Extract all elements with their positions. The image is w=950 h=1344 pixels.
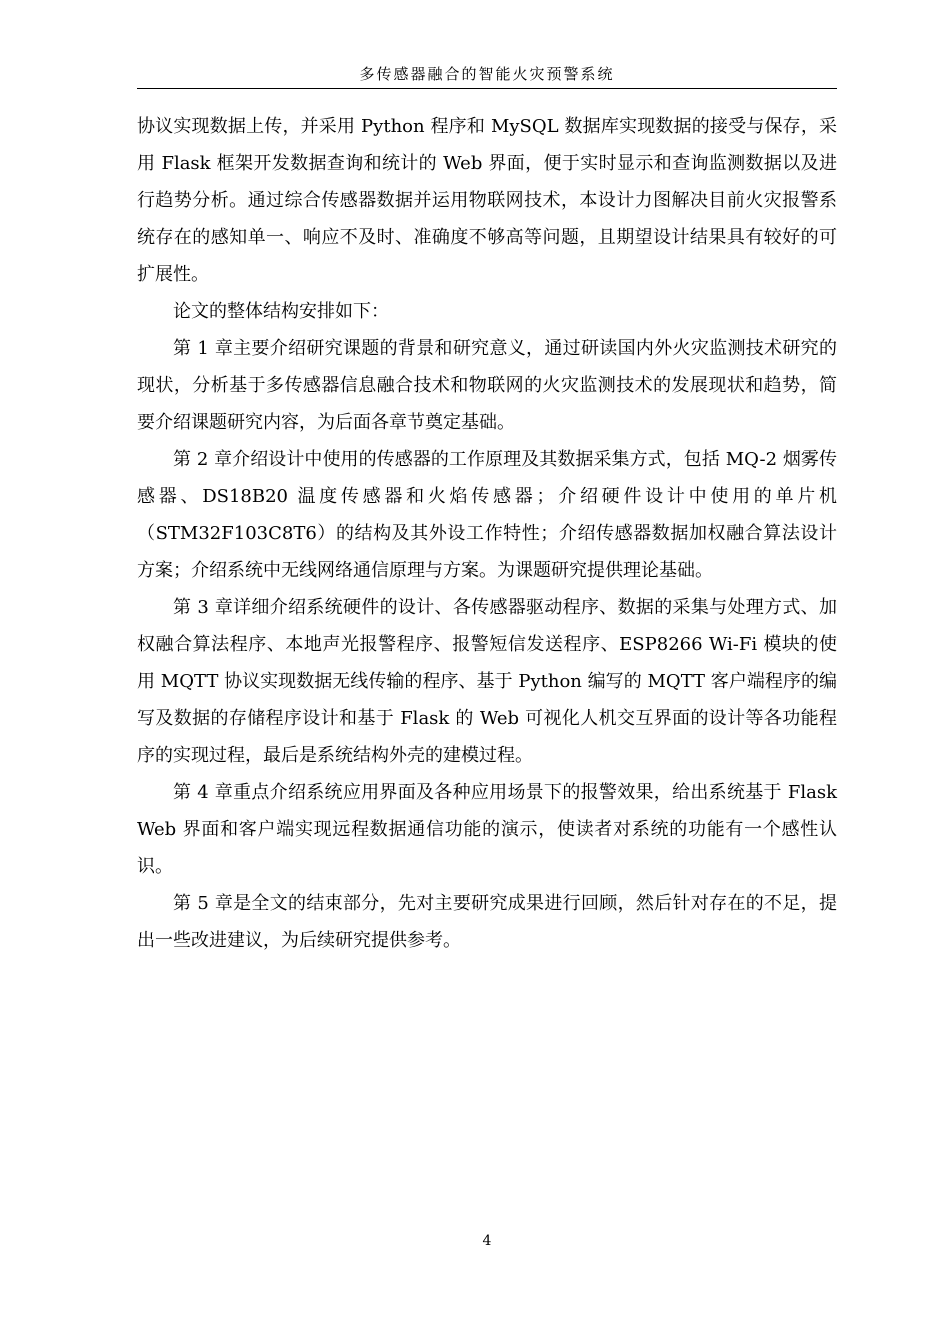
paragraph-structure-intro: 论文的整体结构安排如下： xyxy=(173,301,389,322)
paragraph-chapter-3: 第 3 章详细介绍系统硬件的设计、各传感器驱动程序、数据的采集与处理方式、加权融合算法程序、本地声光报警程序、报警短信发送程序、ESP8266 Wi-Fi 模块的使用 MQTT 协议实现数据无线传输的程序、基于 Python 编写的 MQTT 客户端程序的编写及数据的存储程序设计和基于 Flask 的 Web 可视化人机交互界面的设计等各功能程序的实现过程，最后是系统结构外壳的建模过程。 xyxy=(137,597,837,766)
paragraph-continuation: 协议实现数据上传，并采用 Python 程序和 MySQL 数据库实现数据的接受与保存，采用 Flask 框架开发数据查询和统计的 Web 界面，便于实时显示和查询监测数据以及进行趋势分析。通过综合传感器数据并运用物联网技术，本设计力图解决目前火灾报警系统存在的感知单一、响应不及时、准确度不够高等问题，且期望设计结果具有较好的可扩展性。 xyxy=(137,116,837,285)
paragraph-chapter-2: 第 2 章介绍设计中使用的传感器的工作原理及其数据采集方式，包括 MQ-2 烟雾传感器、DS18B20 温度传感器和火焰传感器；介绍硬件设计中使用的单片机（STM32F103C8T6）的结构及其外设工作特性；介绍传感器数据加权融合算法设计方案；介绍系统中无线网络通信原理与方案。为课题研究提供理论基础。 xyxy=(137,449,837,581)
paragraph-chapter-5: 第 5 章是全文的结束部分，先对主要研究成果进行回顾，然后针对存在的不足，提出一些改进建议，为后续研究提供参考。 xyxy=(137,893,837,951)
running-header: 多传感器融合的智能火灾预警系统 xyxy=(359,65,615,83)
body-text xyxy=(137,108,837,959)
header-divider xyxy=(137,88,837,89)
page-number: 4 xyxy=(482,1233,492,1249)
paragraph-chapter-4: 第 4 章重点介绍系统应用界面及各种应用场景下的报警效果，给出系统基于 Flask Web 界面和客户端实现远程数据通信功能的演示，使读者对系统的功能有一个感性认识。 xyxy=(137,782,837,877)
paragraph-chapter-1: 第 1 章主要介绍研究课题的背景和研究意义，通过研读国内外火灾监测技术研究的现状，分析基于多传感器信息融合技术和物联网的火灾监测技术的发展现状和趋势，简要介绍课题研究内容，为后面各章节奠定基础。 xyxy=(137,338,837,433)
